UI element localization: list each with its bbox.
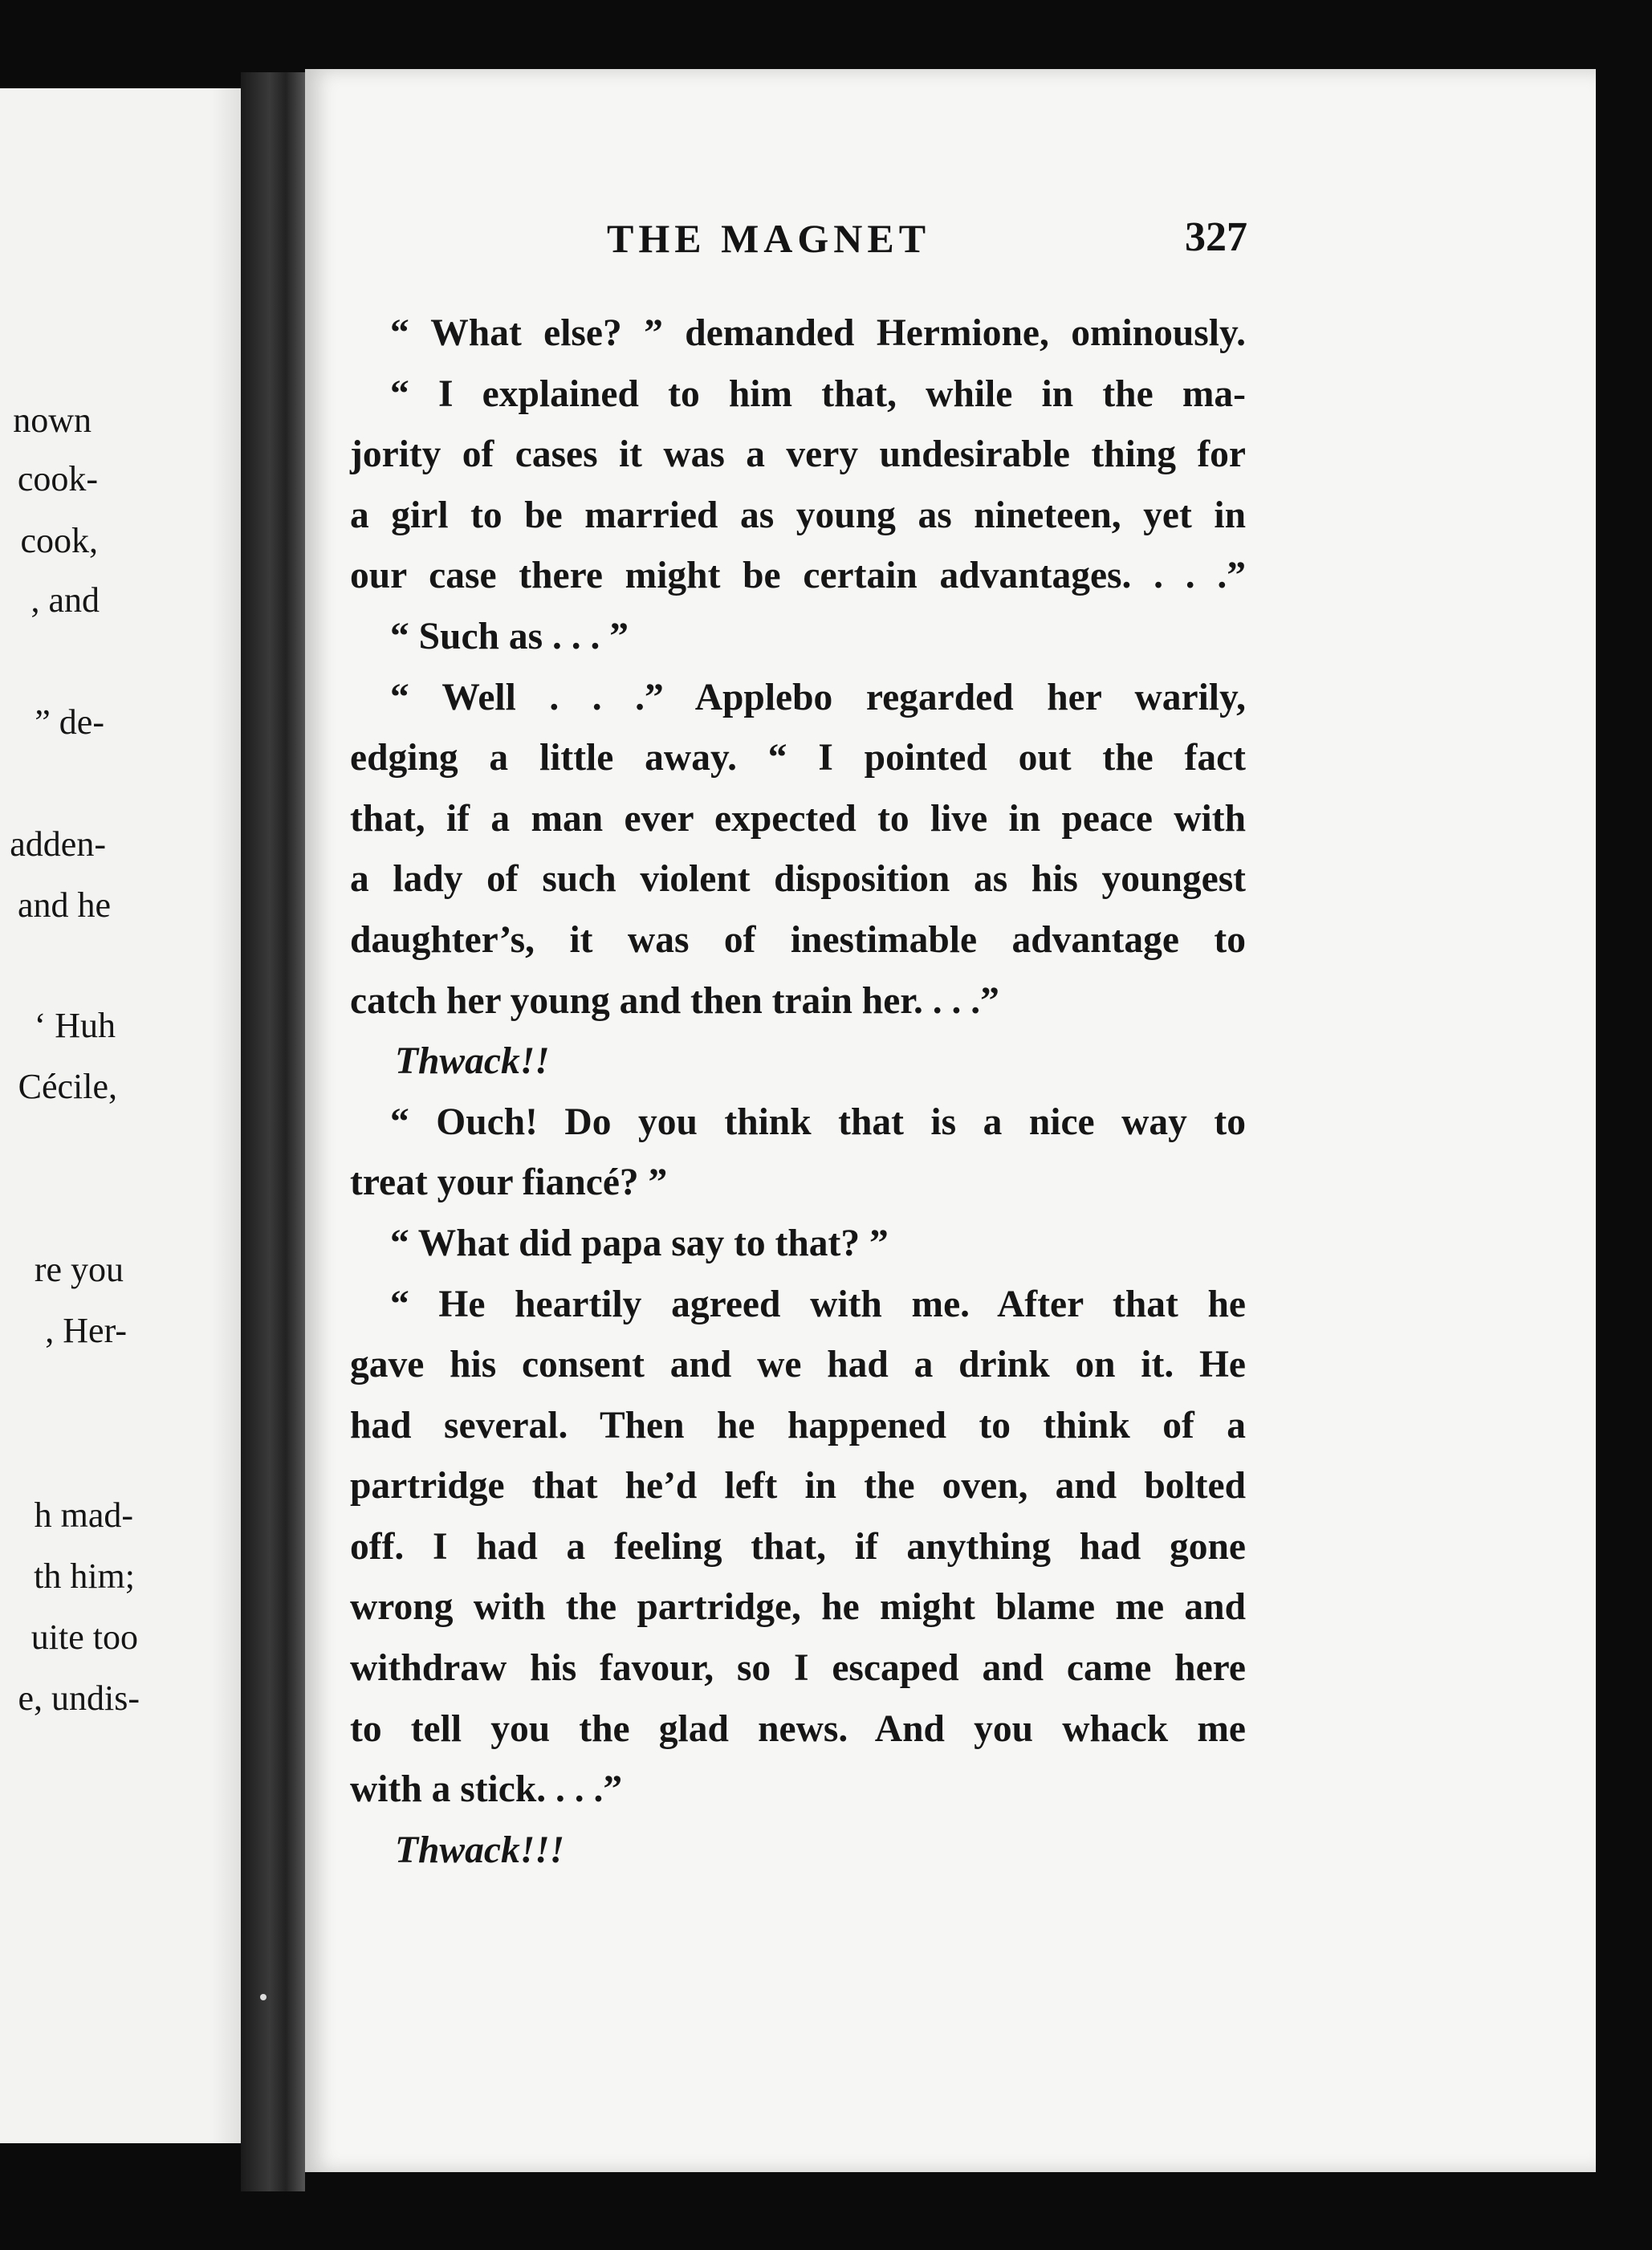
left-page-fragment: ” de- xyxy=(35,702,104,742)
left-page-fragment: adden- xyxy=(10,824,106,864)
book-gutter xyxy=(241,72,305,2191)
text-line: off. I had a feeling that, if anything had gone xyxy=(350,1525,1246,1568)
scan-dust-speck xyxy=(260,1994,267,2000)
sound-effect-line: Thwack!!! xyxy=(395,1829,565,1871)
left-facing-page xyxy=(0,88,241,2143)
text-line: treat your fiancé? ” xyxy=(350,1162,668,1204)
text-line: “ He heartily agreed with me. After that he xyxy=(390,1283,1246,1325)
text-line: had several. Then he happened to think of a xyxy=(350,1404,1246,1446)
text-line: our case there might be certain advantages. . . .” xyxy=(350,555,1246,597)
text-line: “ Well . . .” Applebo regarded her warily, xyxy=(390,676,1246,718)
left-page-fragment: uite too xyxy=(31,1617,138,1657)
left-page-fragment: cook, xyxy=(20,521,98,560)
left-page-fragment: Cécile, xyxy=(18,1067,117,1106)
left-page-fragment: , and xyxy=(31,580,100,620)
left-page-fragment: nown xyxy=(13,401,92,440)
text-line: partridge that he’d left in the oven, and bolted xyxy=(350,1465,1246,1507)
left-page-fragment: , Her- xyxy=(45,1311,127,1350)
text-line: daughter’s, it was of inestimable advantage to xyxy=(350,918,1246,961)
text-line: a lady of such violent disposition as his youngest xyxy=(350,858,1246,901)
text-line: that, if a man ever expected to live in peace with xyxy=(350,797,1246,840)
running-head-title: THE MAGNET xyxy=(607,216,931,261)
left-page-fragment: and he xyxy=(17,885,111,925)
text-line: “ I explained to him that, while in the ma- xyxy=(390,372,1246,415)
left-page-fragment: h mad- xyxy=(34,1495,133,1535)
text-line: jority of cases it was a very undesirable thing for xyxy=(350,433,1246,476)
left-page-fragment: cook- xyxy=(17,459,98,498)
text-line: withdraw his favour, so I escaped and came here xyxy=(350,1647,1246,1690)
text-line: “ Ouch! Do you think that is a nice way to xyxy=(390,1101,1246,1143)
text-line: catch her young and then train her. . . .” xyxy=(350,979,999,1022)
left-page-fragment: e, undis- xyxy=(18,1678,140,1718)
text-line: a girl to be married as young as nineteen, yet in xyxy=(350,494,1246,536)
page-fold-shadow xyxy=(212,88,241,2143)
text-line: to tell you the glad news. And you whack me xyxy=(350,1707,1246,1750)
text-line: “ What did papa say to that? ” xyxy=(390,1222,889,1264)
page-number: 327 xyxy=(1185,214,1247,260)
text-line: “ Such as . . . ” xyxy=(390,615,629,657)
left-page-fragment: re you xyxy=(34,1250,124,1289)
page-body-text xyxy=(350,303,1246,1881)
text-line: wrong with the partridge, he might blame me and xyxy=(350,1586,1246,1629)
left-page-fragment: ‘ Huh xyxy=(34,1006,116,1045)
text-line: with a stick. . . .” xyxy=(350,1768,623,1811)
text-line: edging a little away. “ I pointed out the fact xyxy=(350,737,1246,779)
text-line: gave his consent and we had a drink on it. He xyxy=(350,1344,1246,1386)
text-line: “ What else? ” demanded Hermione, ominously. xyxy=(390,312,1246,354)
left-page-fragment: th him; xyxy=(34,1556,135,1596)
sound-effect-line: Thwack!! xyxy=(395,1040,550,1083)
